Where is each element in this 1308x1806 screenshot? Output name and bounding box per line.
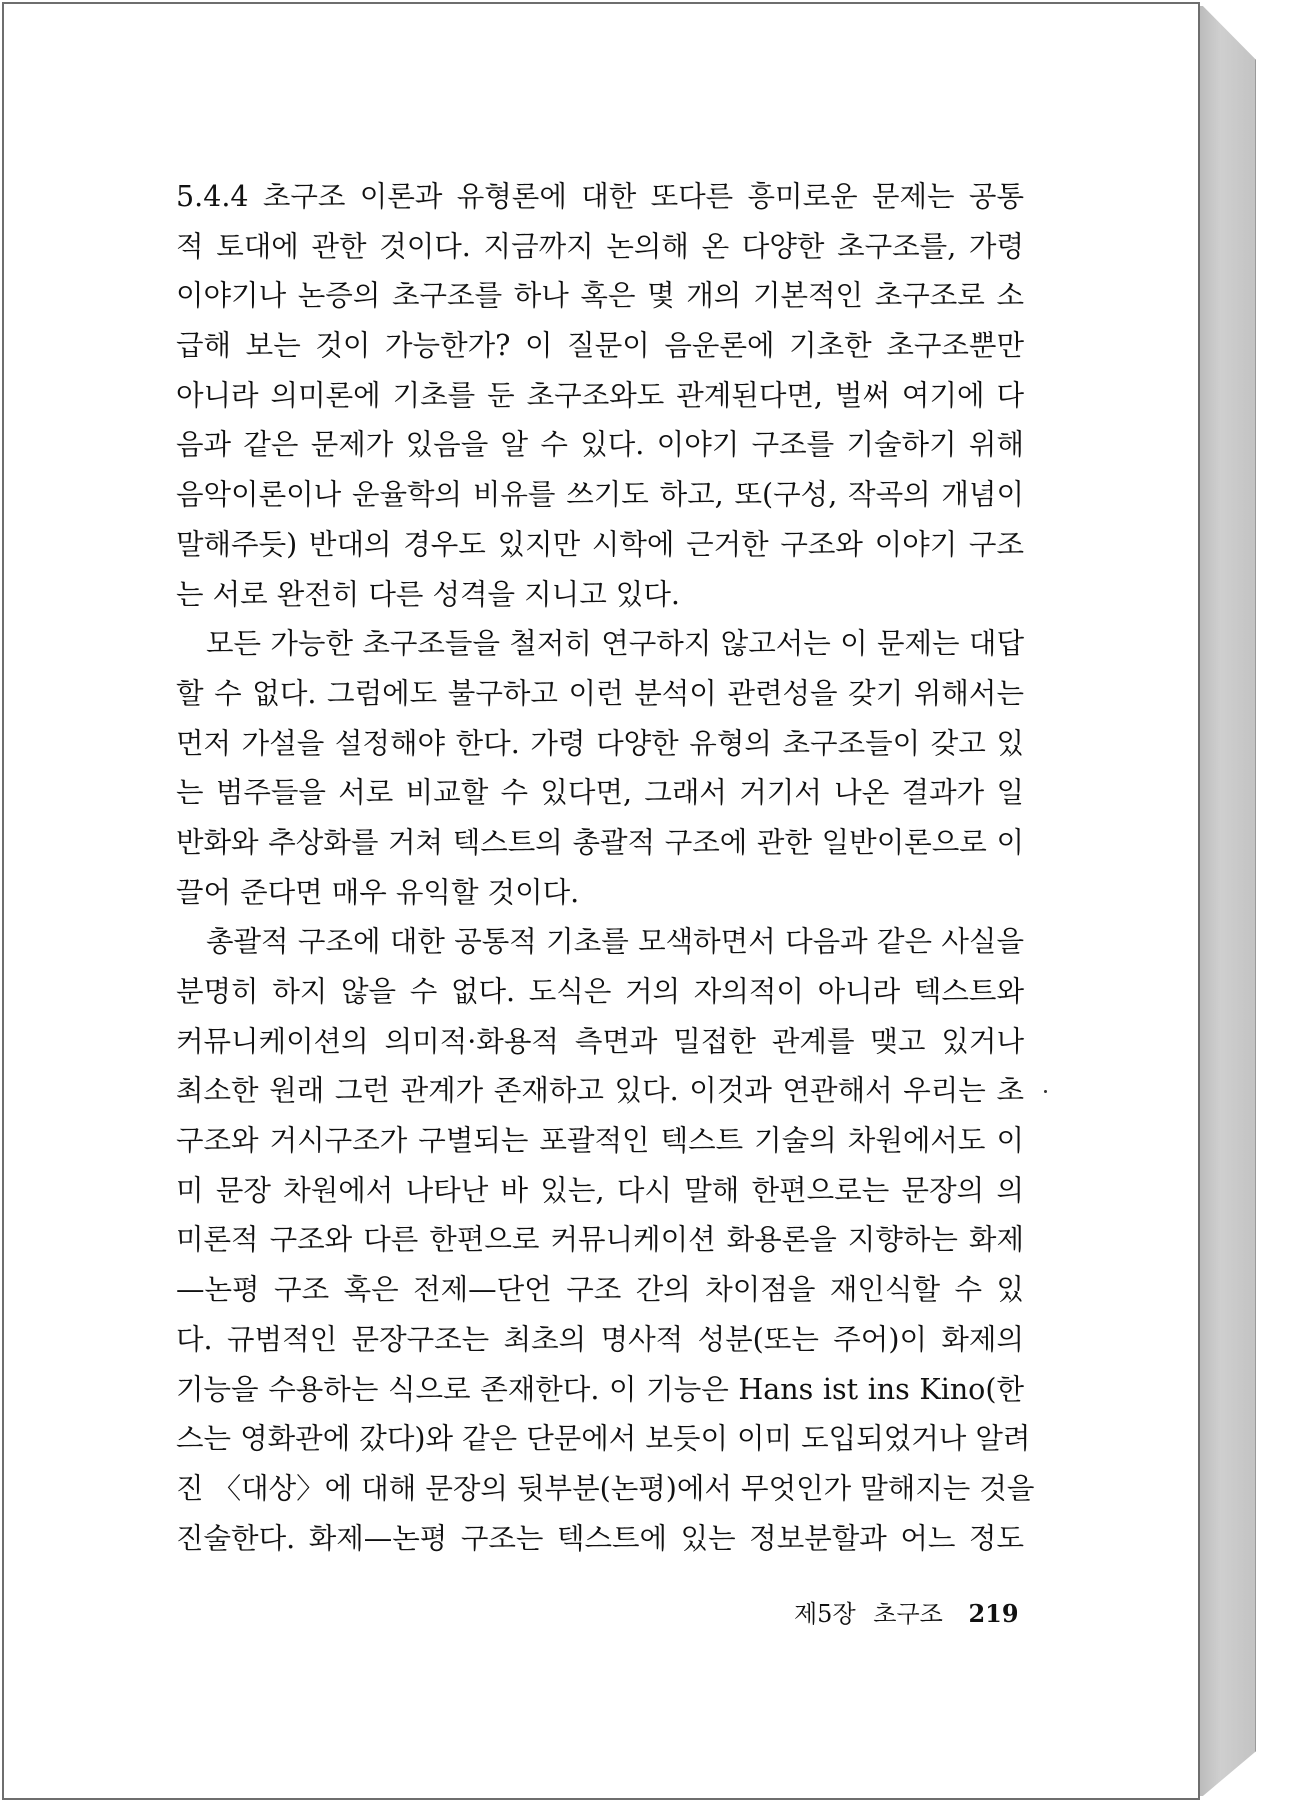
text-line: 반화와 추상화를 거쳐 텍스트의 총괄적 구조에 관한 일반이론으로 이 bbox=[176, 825, 1024, 859]
text-line: 분명히 하지 않을 수 없다. 도식은 거의 자의적이 아니라 텍스트와 bbox=[176, 975, 1024, 1008]
text-line: 말해주듯) 반대의 경우도 있지만 시학에 근거한 구조와 이야기 구조 bbox=[176, 527, 1024, 561]
text-line: 미론적 구조와 다른 한편으로 커뮤니케이션 화용론을 지향하는 화제 bbox=[176, 1223, 1024, 1257]
text-line: 최소한 원래 그런 관계가 존재하고 있다. 이것과 연관해서 우리는 초 bbox=[176, 1074, 1024, 1108]
body-text bbox=[176, 172, 1035, 1563]
book-page bbox=[2, 2, 1200, 1800]
chapter-label: 제5장 bbox=[794, 1600, 856, 1628]
text-line: 5.4.4 초구조 이론과 유형론에 대한 또다른 흥미로운 문제는 공통 bbox=[176, 180, 1024, 213]
page-footer bbox=[784, 1594, 1019, 1629]
text-line: 는 범주들을 서로 비교할 수 있다면, 그래서 거기서 나온 결과가 일 bbox=[176, 776, 1024, 810]
text-line: 끌어 준다면 매우 유익할 것이다. bbox=[176, 875, 580, 909]
text-line: 기능을 수용하는 식으로 존재한다. 이 기능은 Hans ist ins Kino(한 bbox=[176, 1372, 1024, 1406]
text-line: 음악이론이나 운율학의 비유를 쓰기도 하고, 또(구성, 작곡의 개념이 bbox=[176, 478, 1024, 512]
text-line: 는 서로 완전히 다른 성격을 지니고 있다. bbox=[176, 577, 680, 611]
text-line: 진술한다. 화제—논평 구조는 텍스트에 있는 정보분할과 어느 정도 bbox=[176, 1521, 1024, 1555]
text-line: 커뮤니케이션의 의미적·화용적 측면과 밀접한 관계를 맺고 있거나 bbox=[176, 1024, 1024, 1058]
scan-speck bbox=[1044, 1090, 1047, 1093]
text-line: 먼저 가설을 설정해야 한다. 가령 다양한 유형의 초구조들이 갖고 있 bbox=[176, 726, 1024, 760]
text-line: 적 토대에 관한 것이다. 지금까지 논의해 온 다양한 초구조를, 가령 bbox=[176, 229, 1024, 263]
book-side-edge bbox=[1197, 6, 1256, 1796]
text-line: 스는 영화관에 갔다)와 같은 단문에서 보듯이 이미 도입되었거나 알려 bbox=[176, 1422, 1031, 1456]
page-number: 219 bbox=[968, 1599, 1019, 1628]
text-line: 구조와 거시구조가 구별되는 포괄적인 텍스트 기술의 차원에서도 이 bbox=[176, 1124, 1024, 1158]
paragraph-start-line: 총괄적 구조에 대한 공통적 기초를 모색하면서 다음과 같은 사실을 bbox=[206, 925, 1024, 959]
text-line: 할 수 없다. 그럼에도 불구하고 이런 분석이 관련성을 갖기 위해서는 bbox=[176, 676, 1024, 710]
text-line: 이야기나 논증의 초구조를 하나 혹은 몇 개의 기본적인 초구조로 소 bbox=[176, 279, 1024, 313]
text-line: —논평 구조 혹은 전제—단언 구조 간의 차이점을 재인식할 수 있 bbox=[176, 1273, 1024, 1307]
text-line: 음과 같은 문제가 있음을 알 수 있다. 이야기 구조를 기술하기 위해 bbox=[176, 428, 1024, 462]
text-line: 아니라 의미론에 기초를 둔 초구조와도 관계된다면, 벌써 여기에 다 bbox=[176, 378, 1024, 412]
paragraph-start-line: 모든 가능한 초구조들을 철저히 연구하지 않고서는 이 문제는 대답 bbox=[206, 627, 1024, 661]
text-line: 급해 보는 것이 가능한가? 이 질문이 음운론에 기초한 초구조뿐만 bbox=[176, 329, 1024, 363]
text-line: 다. 규범적인 문장구조는 최초의 명사적 성분(또는 주어)이 화제의 bbox=[176, 1322, 1024, 1356]
text-line: 미 문장 차원에서 나타난 바 있는, 다시 말해 한편으로는 문장의 의 bbox=[176, 1173, 1024, 1207]
text-line: 진 〈대상〉에 대해 문장의 뒷부분(논평)에서 무엇인가 말해지는 것을 bbox=[176, 1471, 1035, 1505]
chapter-title: 초구조 bbox=[873, 1600, 943, 1628]
